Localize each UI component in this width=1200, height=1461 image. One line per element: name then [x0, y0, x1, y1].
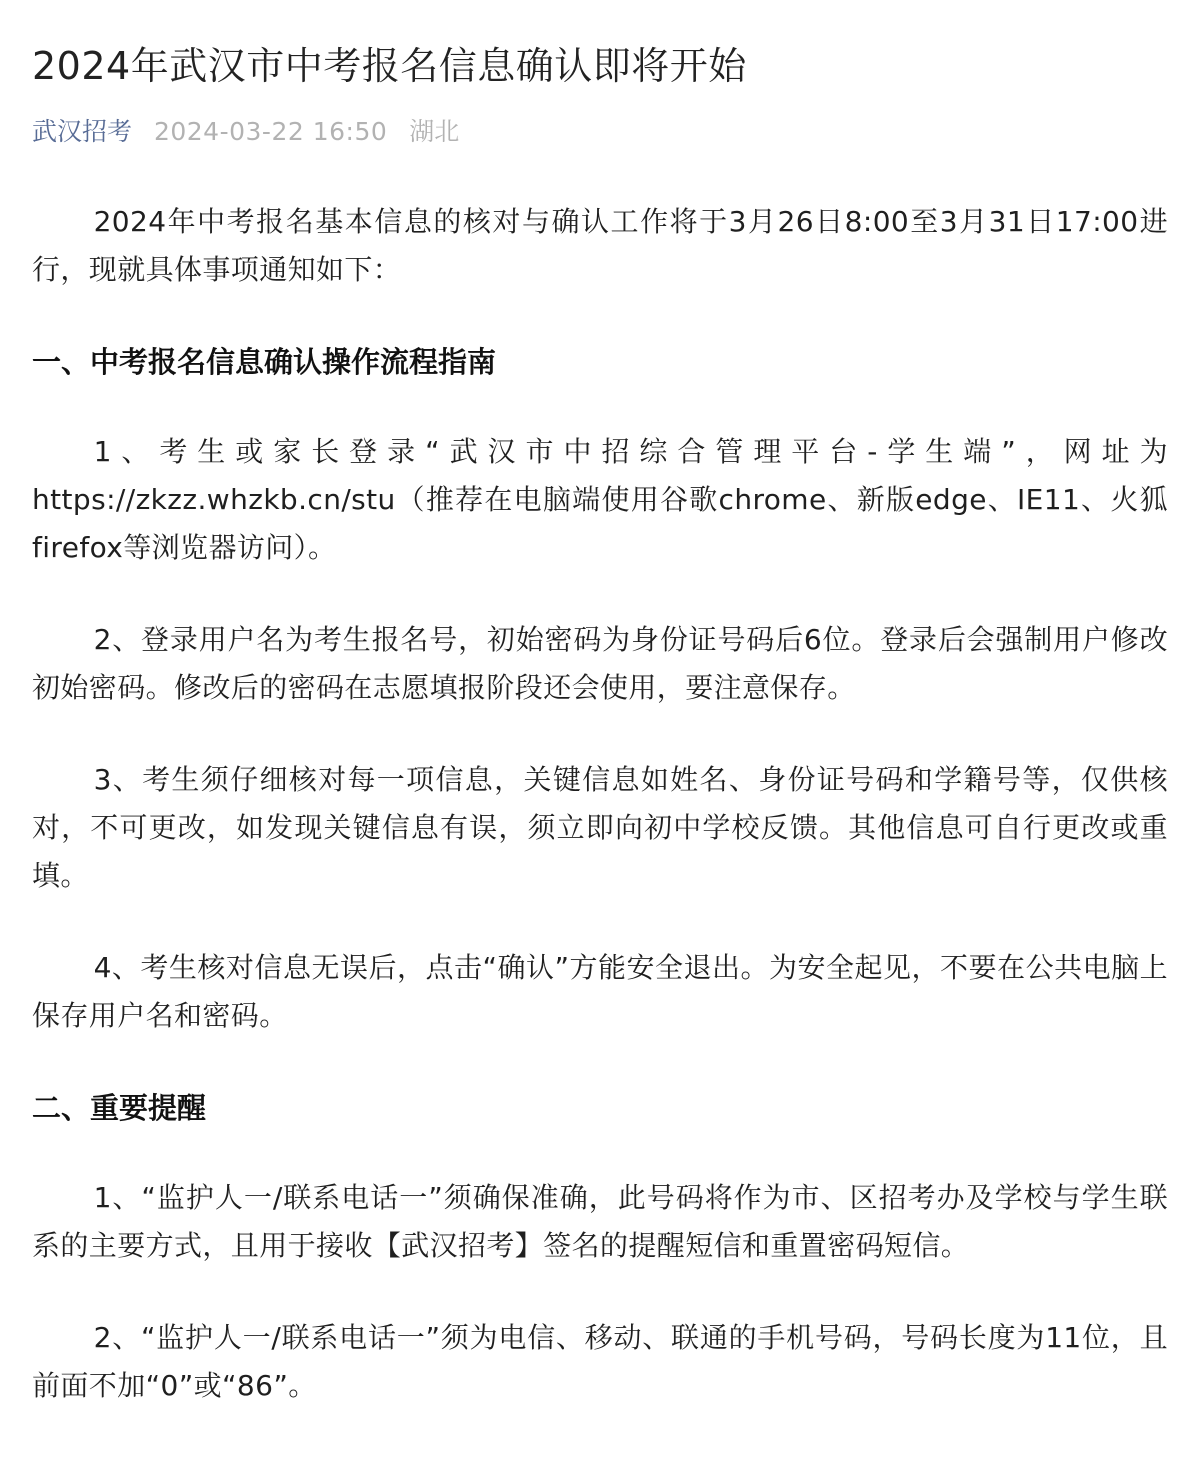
- author-link[interactable]: 武汉招考: [32, 117, 133, 146]
- section2-item-1: 1、“监护人一/联系电话一”须确保准确，此号码将作为市、区招考办及学校与学生联系的主要方式，且用于接收【武汉招考】签名的提醒短信和重置密码短信。: [32, 1181, 1168, 1262]
- article-meta: [32, 112, 1168, 152]
- section-heading-2: 二、重要提醒: [32, 1091, 207, 1125]
- section1-item-1: 1、考生或家长登录“武汉市中招综合管理平台-学生端”，网址为https://zkzz.whzkb.cn/stu（推荐在电脑端使用谷歌chrome、新版edge、IE11、火狐firefox等浏览器访问）。: [32, 435, 1168, 564]
- publish-location: 湖北: [409, 117, 460, 146]
- section-heading-1: 一、中考报名信息确认操作流程指南: [32, 345, 497, 379]
- section2-item-2: 2、“监护人一/联系电话一”须为电信、移动、联通的手机号码，号码长度为11位，且前面不加“0”或“86”。: [32, 1321, 1168, 1402]
- article-title: 2024年武汉市中考报名信息确认即将开始: [32, 44, 747, 88]
- section1-item-4: 4、考生核对信息无误后，点击“确认”方能安全退出。为安全起见，不要在公共电脑上保存用户名和密码。: [32, 951, 1168, 1032]
- section1-item-2: 2、登录用户名为考生报名号，初始密码为身份证号码后6位。登录后会强制用户修改初始密码。修改后的密码在志愿填报阶段还会使用，要注意保存。: [32, 623, 1168, 704]
- intro-paragraph: 2024年中考报名基本信息的核对与确认工作将于3月26日8:00至3月31日17:00进行，现就具体事项通知如下：: [32, 205, 1168, 286]
- publish-date: 2024-03-22 16:50: [153, 117, 388, 146]
- article-body: [32, 198, 1168, 1410]
- section1-item-3: 3、考生须仔细核对每一项信息，关键信息如姓名、身份证号码和学籍号等，仅供核对，不可更改，如发现关键信息有误，须立即向初中学校反馈。其他信息可自行更改或重填。: [32, 763, 1168, 892]
